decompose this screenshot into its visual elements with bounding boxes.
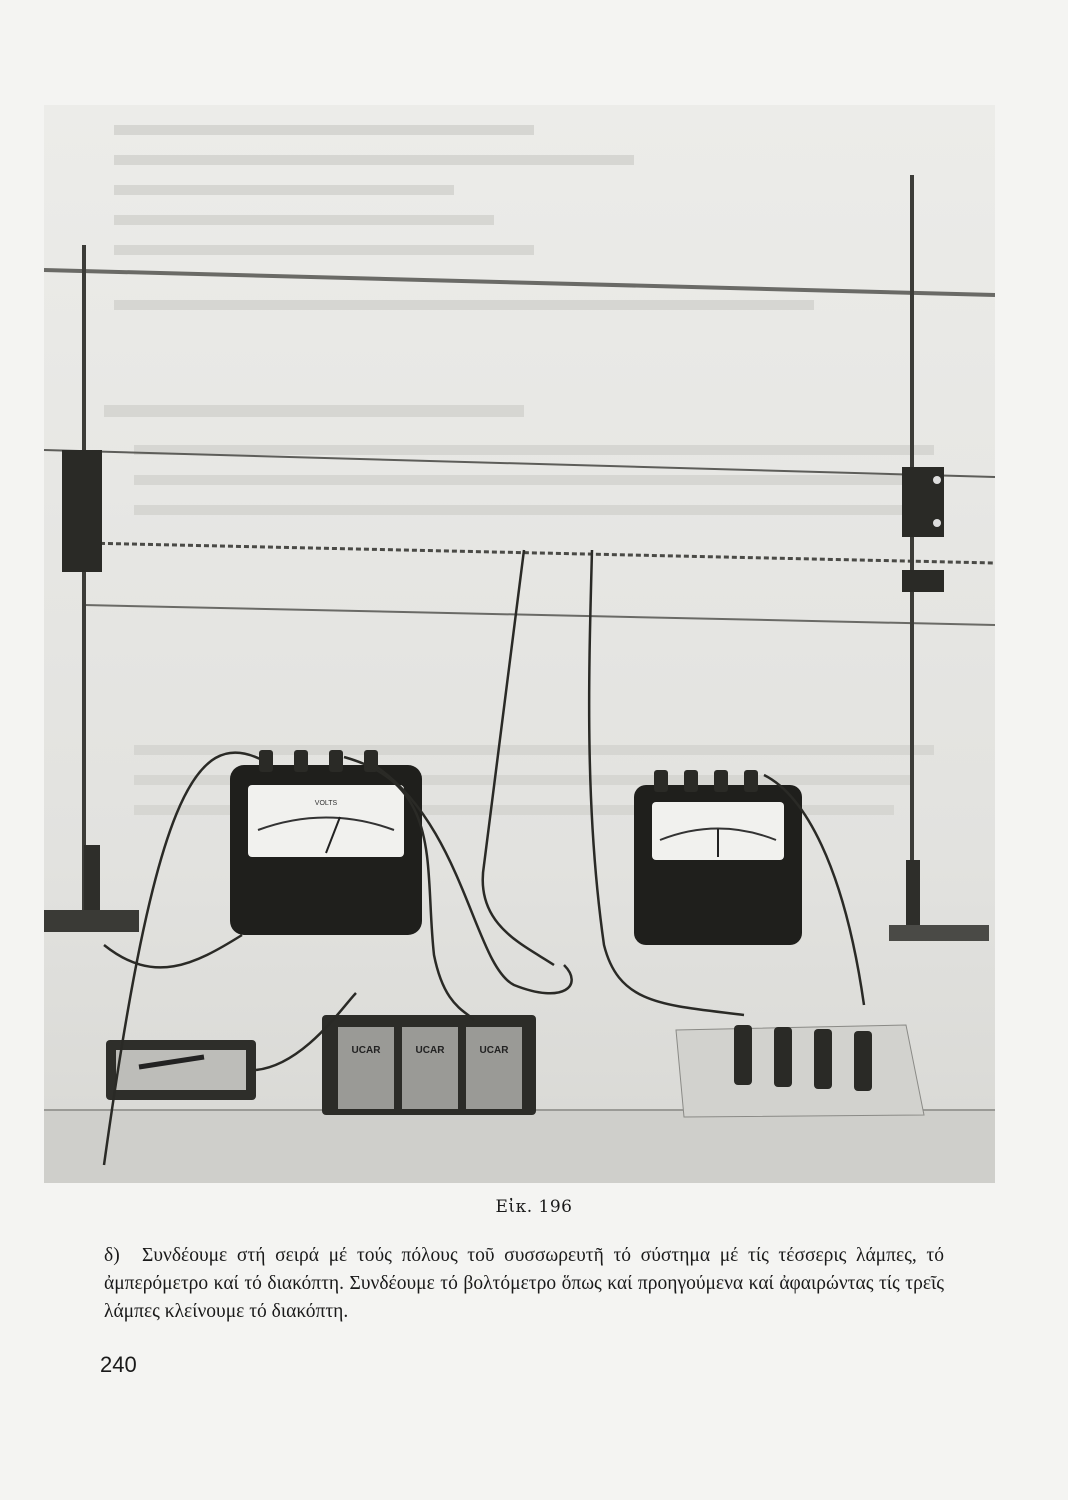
item-label: δ) xyxy=(104,1245,120,1266)
voltmeter-scale-label: VOLTS xyxy=(314,800,338,807)
figure-caption: Εἰκ. 196 xyxy=(495,1197,573,1217)
ammeter xyxy=(634,770,802,945)
battery-pack xyxy=(322,1015,536,1115)
paragraph-text: Συνδέουμε στή σειρά μέ τούς πόλους τοῦ συσσωρευτῆ τό σύστημα μέ τίς τέσσερις λάμπες, τό ἀμπερόμετρο καί τό διακόπτη. Συνδέουμε τό βολτόμετρο ὅπως καί προηγούμενα καί ἀφαιρώντας τίς τρεῖς λάμπες κλείνουμε τό διακόπτη. xyxy=(104,1245,944,1322)
battery-label-3: UCAR xyxy=(479,1045,509,1056)
switch xyxy=(106,1040,256,1100)
lamp-board xyxy=(676,1025,924,1117)
apparatus-photo xyxy=(44,105,995,1183)
voltmeter xyxy=(230,750,422,935)
battery-label-1: UCAR xyxy=(351,1045,381,1056)
battery-label-2: UCAR xyxy=(415,1045,445,1056)
instruction-paragraph xyxy=(104,1242,944,1326)
page-number: 240 xyxy=(100,1352,137,1377)
